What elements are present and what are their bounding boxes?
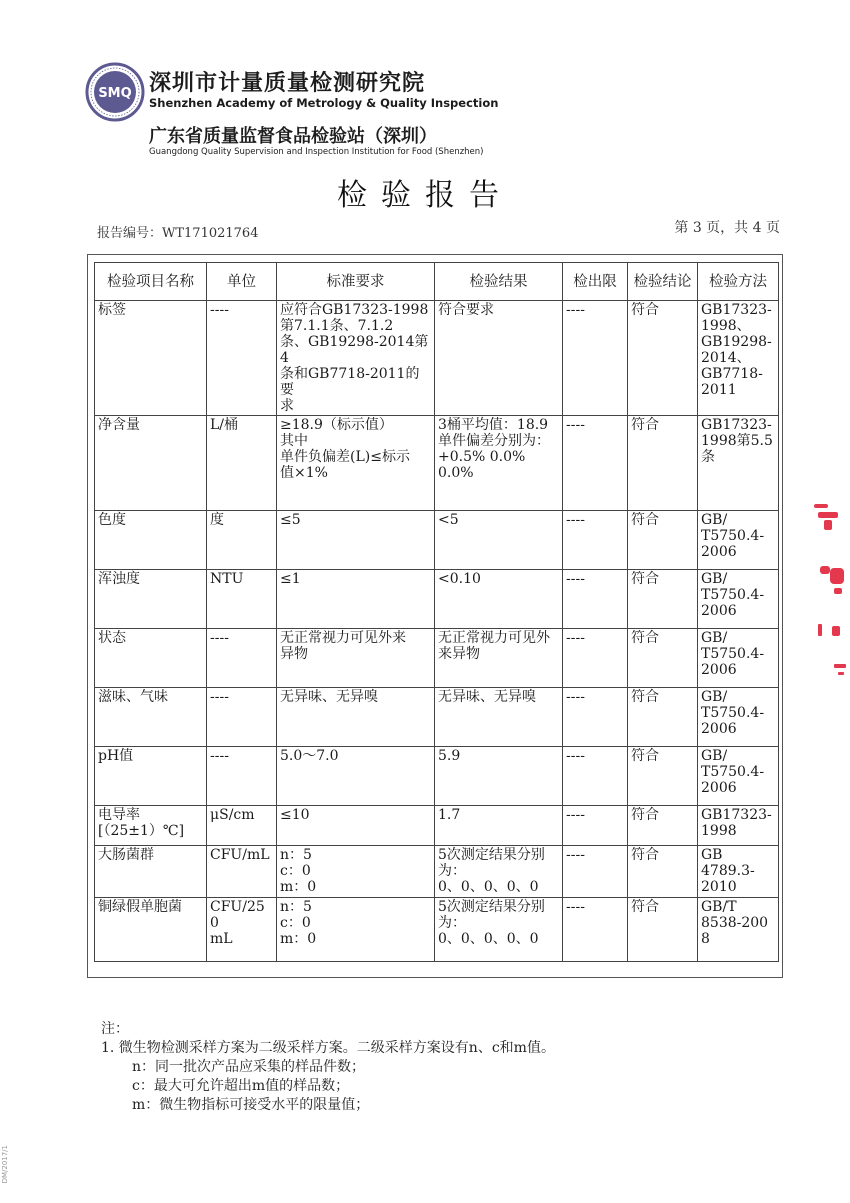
table-row (95, 416, 779, 511)
cell-line: 2006 (701, 603, 737, 619)
cell-line: <5 (438, 512, 459, 528)
cell-item-name (95, 688, 207, 747)
cell-unit (207, 747, 277, 806)
cell-item-name (95, 846, 207, 898)
cell-unit (207, 898, 277, 962)
header-unit: 单位 (207, 263, 277, 301)
cell-line: 1998第5.5 (701, 433, 773, 449)
cell-line: 为： (438, 863, 466, 879)
cell-line: m：0 (280, 879, 317, 895)
cell-method (698, 416, 779, 511)
cell-method (698, 688, 779, 747)
cell-line: ---- (566, 899, 585, 915)
cell-result (435, 846, 563, 898)
cell-item-name (95, 570, 207, 629)
cell-line: 条、GB19298-2014第4 (280, 334, 429, 366)
cell-line: 度 (210, 512, 224, 528)
table-row (95, 629, 779, 688)
cell-line: c：0 (280, 915, 311, 931)
cell-unit (207, 806, 277, 846)
cell-line: 符合 (631, 899, 659, 915)
cell-detection-limit (563, 301, 628, 416)
cell-method (698, 806, 779, 846)
cell-item-name (95, 806, 207, 846)
cell-line: ---- (210, 748, 229, 764)
cell-line: 无正常视力可见外 (438, 630, 550, 646)
cell-method (698, 747, 779, 806)
cell-line: n：5 (280, 847, 312, 863)
cell-line: <0.10 (438, 571, 481, 587)
table-row (95, 688, 779, 747)
cell-detection-limit (563, 629, 628, 688)
cell-unit (207, 629, 277, 688)
side-form-code: DM/2017/1 (1, 1145, 9, 1184)
page-indicator: 第 3 页，共 4 页 (674, 220, 780, 236)
cell-result (435, 688, 563, 747)
cell-line: 0、0、0、0、0 (438, 931, 539, 947)
cell-line: c：0 (280, 863, 311, 879)
cell-requirement (277, 846, 435, 898)
cell-line: ≤1 (280, 571, 301, 587)
cell-line: CFU/mL (210, 847, 270, 863)
smq-logo-icon (85, 62, 145, 122)
cell-line: GB/ (701, 748, 728, 764)
cell-line: L/桶 (210, 417, 239, 433)
cell-line: 5.9 (438, 748, 461, 764)
cell-line: 4789.3- (701, 863, 755, 879)
cell-requirement (277, 511, 435, 570)
cell-conclusion (628, 846, 698, 898)
header-method: 检验方法 (698, 263, 779, 301)
cell-unit (207, 416, 277, 511)
table-body (95, 301, 779, 962)
cell-line: 异物 (280, 646, 308, 662)
cell-line: 2014、 (701, 350, 751, 366)
cell-line: 5次测定结果分别 (438, 899, 545, 915)
cell-method (698, 846, 779, 898)
document-title: 检验报告 (337, 178, 513, 213)
notes-title: 注： (101, 1021, 129, 1037)
cell-conclusion (628, 688, 698, 747)
cell-line: ---- (566, 512, 585, 528)
cell-line: 无异味、无异嗅 (280, 689, 378, 705)
org-name-en: Shenzhen Academy of Metrology & Quality Inspection (149, 96, 499, 110)
table-row (95, 898, 779, 962)
cell-method (698, 511, 779, 570)
cell-line: 滋味、气味 (98, 689, 168, 705)
cell-detection-limit (563, 806, 628, 846)
cell-requirement (277, 806, 435, 846)
table-row (95, 511, 779, 570)
cell-line: T5750.4- (701, 528, 765, 544)
cell-line: GB (701, 847, 723, 863)
cell-line: ---- (566, 630, 585, 646)
cell-line: 符合 (631, 748, 659, 764)
cell-line: 2006 (701, 662, 737, 678)
cell-line: ---- (566, 302, 585, 318)
cell-line: 条 (701, 449, 715, 465)
cell-detection-limit (563, 747, 628, 806)
cell-line: CFU/250 (210, 899, 265, 931)
cell-line: 符合 (631, 847, 659, 863)
cell-line: +0.5% 0.0% (438, 449, 526, 465)
cell-line: GB/ (701, 571, 728, 587)
cell-line: 铜绿假单胞菌 (98, 899, 182, 915)
cell-method (698, 629, 779, 688)
cell-line: GB/ (701, 689, 728, 705)
cell-requirement (277, 629, 435, 688)
cell-item-name (95, 511, 207, 570)
cell-line: T5750.4- (701, 705, 765, 721)
notes-section (101, 1020, 555, 1115)
table-row (95, 747, 779, 806)
cell-result (435, 747, 563, 806)
report-number: 报告编号：WT171021764 (97, 226, 259, 241)
cell-method (698, 898, 779, 962)
logo-text: SMQ (98, 86, 132, 101)
cell-method (698, 301, 779, 416)
cell-line: GB7718- (701, 366, 763, 382)
cell-line: ≤10 (280, 807, 310, 823)
cell-detection-limit (563, 898, 628, 962)
cell-line: 符合 (631, 417, 659, 433)
cell-requirement (277, 747, 435, 806)
cell-line: 符合 (631, 302, 659, 318)
cell-line: ---- (566, 847, 585, 863)
cell-line: 2011 (701, 382, 737, 398)
cell-unit (207, 846, 277, 898)
cell-line: 大肠菌群 (98, 847, 154, 863)
cell-line: ---- (566, 417, 585, 433)
cell-line: 1.7 (438, 807, 461, 823)
header-requirement: 标准要求 (277, 263, 435, 301)
cell-conclusion (628, 898, 698, 962)
org-name-cn: 深圳市计量质量检测研究院 (149, 71, 426, 96)
cell-line: GB19298- (701, 334, 772, 350)
cell-line: GB/T (701, 899, 737, 915)
cell-line: 符合要求 (438, 302, 494, 318)
station-name-cn: 广东省质量监督食品检验站（深圳） (149, 126, 437, 147)
cell-line: n：5 (280, 899, 312, 915)
cell-line: 电导率 (98, 807, 140, 823)
cell-line: ---- (210, 689, 229, 705)
cell-line: 应符合GB17323-1998 (280, 302, 429, 318)
cell-conclusion (628, 629, 698, 688)
table-row (95, 301, 779, 416)
cell-unit (207, 301, 277, 416)
cell-line: 8538-2008 (701, 915, 769, 947)
cell-line: ---- (566, 807, 585, 823)
cell-line: 2006 (701, 544, 737, 560)
cell-detection-limit (563, 570, 628, 629)
table-row (95, 570, 779, 629)
cell-conclusion (628, 747, 698, 806)
note-item-1: 1. 微生物检测采样方案为二级采样方案。二级采样方案设有n、c和m值。 (101, 1040, 555, 1056)
cell-requirement (277, 301, 435, 416)
cell-line: 符合 (631, 571, 659, 587)
cell-line: 浑浊度 (98, 571, 140, 587)
inspection-results-table (94, 262, 779, 962)
cell-detection-limit (563, 416, 628, 511)
cell-line: GB17323- (701, 302, 772, 318)
cell-line: 5次测定结果分别 (438, 847, 545, 863)
cell-requirement (277, 416, 435, 511)
cell-line: 1998、 (701, 318, 751, 334)
table-header-row (95, 263, 779, 301)
cell-requirement (277, 688, 435, 747)
cell-result (435, 898, 563, 962)
cell-conclusion (628, 511, 698, 570)
cell-item-name (95, 416, 207, 511)
cell-line: T5750.4- (701, 646, 765, 662)
cell-detection-limit (563, 846, 628, 898)
header-conclusion: 检验结论 (628, 263, 698, 301)
cell-line: 无异味、无异嗅 (438, 689, 536, 705)
cell-result (435, 806, 563, 846)
cell-line: ---- (210, 630, 229, 646)
note-m-definition: m：微生物指标可接受水平的限量值； (132, 1097, 370, 1113)
cell-line: T5750.4- (701, 587, 765, 603)
cell-line: T5750.4- (701, 764, 765, 780)
header-item-name: 检验项目名称 (95, 263, 207, 301)
cell-item-name (95, 629, 207, 688)
cell-line: 第7.1.1条、7.1.2 (280, 318, 394, 334)
cell-line: pH值 (98, 748, 134, 764)
cell-line: 来异物 (438, 646, 480, 662)
cell-line: [（25±1）℃] (98, 823, 185, 839)
cell-line: 0、0、0、0、0 (438, 879, 539, 895)
cell-line: 标签 (98, 302, 126, 318)
cell-line: μS/cm (210, 807, 255, 823)
cell-conclusion (628, 416, 698, 511)
cell-requirement (277, 570, 435, 629)
cell-line: 值×1% (280, 465, 328, 481)
cell-conclusion (628, 301, 698, 416)
table-row (95, 806, 779, 846)
cell-result (435, 301, 563, 416)
cell-conclusion (628, 570, 698, 629)
cell-result (435, 629, 563, 688)
cell-line: 符合 (631, 630, 659, 646)
cell-line: 2006 (701, 721, 737, 737)
cell-detection-limit (563, 511, 628, 570)
cell-requirement (277, 898, 435, 962)
table-row (95, 846, 779, 898)
cell-line: 净含量 (98, 417, 140, 433)
red-seal-stamp-fragment (808, 496, 850, 686)
cell-line: ≥18.9（标示值） (280, 417, 393, 433)
cell-result (435, 570, 563, 629)
cell-line: ≤5 (280, 512, 301, 528)
cell-line: 状态 (98, 630, 126, 646)
cell-unit (207, 688, 277, 747)
cell-line: 条和GB7718-2011的要 (280, 366, 420, 398)
cell-line: ---- (566, 689, 585, 705)
cell-line: 色度 (98, 512, 126, 528)
cell-line: 5.0～7.0 (280, 748, 339, 764)
cell-line: 其中 (280, 433, 308, 449)
cell-line: GB/ (701, 512, 728, 528)
cell-line: ---- (566, 748, 585, 764)
cell-result (435, 416, 563, 511)
cell-detection-limit (563, 688, 628, 747)
cell-result (435, 511, 563, 570)
cell-item-name (95, 747, 207, 806)
cell-line: m：0 (280, 931, 317, 947)
cell-line: 求 (280, 398, 294, 414)
cell-unit (207, 570, 277, 629)
cell-method (698, 570, 779, 629)
cell-line: GB17323- (701, 807, 772, 823)
cell-line: 无正常视力可见外来 (280, 630, 406, 646)
report-header (85, 60, 685, 170)
cell-line: ---- (566, 571, 585, 587)
cell-line: 3桶平均值：18.9 (438, 417, 549, 433)
cell-line: 2006 (701, 780, 737, 796)
cell-unit (207, 511, 277, 570)
cell-line: ---- (210, 302, 229, 318)
cell-line: 0.0% (438, 465, 474, 481)
note-c-definition: c：最大可允许超出m值的样品数； (132, 1078, 350, 1094)
cell-line: 单件偏差分别为： (438, 433, 550, 449)
header-detection-limit: 检出限 (563, 263, 628, 301)
cell-line: 1998 (701, 823, 737, 839)
cell-line: 符合 (631, 807, 659, 823)
cell-conclusion (628, 806, 698, 846)
cell-line: GB/ (701, 630, 728, 646)
cell-line: NTU (210, 571, 244, 587)
station-name-en: Guangdong Quality Supervision and Inspection Institution for Food (Shenzhen) (149, 147, 484, 157)
header-result: 检验结果 (435, 263, 563, 301)
cell-item-name (95, 301, 207, 416)
cell-line: GB17323- (701, 417, 772, 433)
note-n-definition: n：同一批次产品应采集的样品件数； (132, 1059, 366, 1075)
cell-line: 单件负偏差(L)≤标示 (280, 449, 410, 465)
cell-line: 2010 (701, 879, 737, 895)
cell-line: 符合 (631, 689, 659, 705)
cell-line: mL (210, 931, 233, 947)
cell-line: 为： (438, 915, 466, 931)
cell-item-name (95, 898, 207, 962)
cell-line: 符合 (631, 512, 659, 528)
